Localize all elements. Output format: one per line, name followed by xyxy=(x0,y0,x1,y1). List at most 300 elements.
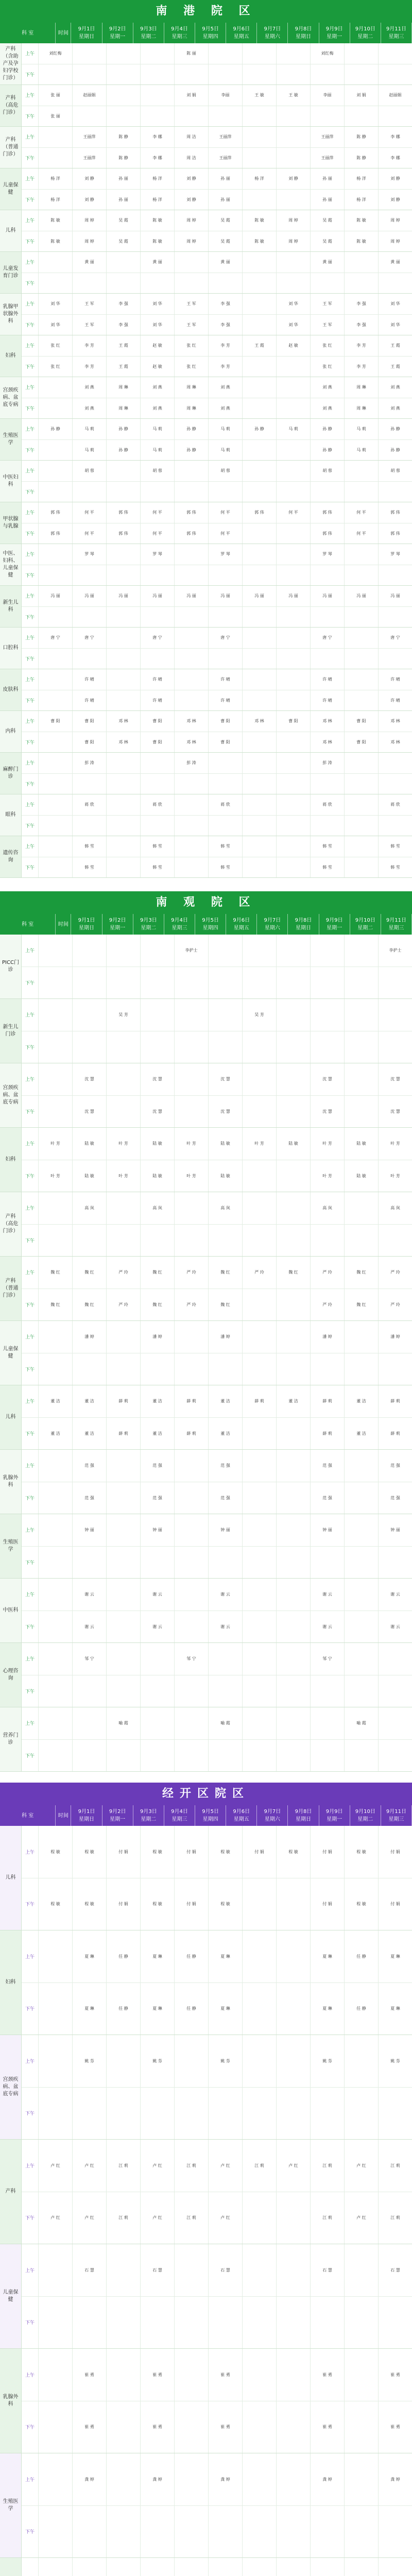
doctor-cell xyxy=(277,2349,311,2401)
doctor-cell xyxy=(345,1063,379,1095)
doctor-cell: 李 娜 xyxy=(390,155,400,160)
slot-label: 上午 xyxy=(22,628,39,648)
slot-label: 上午 xyxy=(22,294,39,314)
doctor-cell: 崔 勇 xyxy=(390,2425,400,2430)
slot-label: 上午 xyxy=(22,753,39,773)
header-day xyxy=(350,23,381,43)
doctor-cell: 邓 林 xyxy=(175,732,209,753)
doctor-cell xyxy=(209,43,243,64)
doctor-cell: 高 岚 xyxy=(141,1192,175,1224)
slot-row-pm xyxy=(22,1482,412,1514)
doctor-cell xyxy=(345,1740,379,1772)
doctor-cell xyxy=(345,1096,379,1128)
doctor-cell xyxy=(243,1418,277,1450)
doctor-cell xyxy=(243,440,277,461)
slot-row-pm xyxy=(22,440,412,461)
slot-row-am xyxy=(22,586,412,607)
slot-label: 上午 xyxy=(22,794,39,815)
doctor-cell xyxy=(277,1547,311,1579)
slot-row-am xyxy=(22,1450,412,1482)
slot-row-am xyxy=(22,753,412,774)
doctor-cell xyxy=(243,523,277,544)
doctor-cell xyxy=(107,482,141,502)
doctor-cell xyxy=(175,967,209,999)
doctor-cell xyxy=(141,999,175,1031)
slot-label: 下午 xyxy=(22,1878,39,1930)
doctor-cell: 李 芳 xyxy=(209,357,243,377)
doctor-cell: 刘 静 xyxy=(390,197,400,202)
header-day xyxy=(319,23,350,43)
doctor-cell xyxy=(141,967,175,999)
doctor-cell: 李 芳 xyxy=(73,335,107,356)
doctor-cell: 孙 丽 xyxy=(311,190,345,210)
doctor-cell: 董 洁 xyxy=(141,1418,175,1450)
doctor-cell xyxy=(107,1096,141,1128)
doctor-cell xyxy=(39,669,73,690)
header-weekday: 星期二 xyxy=(357,925,373,931)
doctor-cell: 马 莉 xyxy=(73,440,107,461)
doctor-cell xyxy=(277,967,311,999)
doctor-cell xyxy=(39,273,73,294)
doctor-cell xyxy=(379,2558,412,2576)
department-rows xyxy=(0,1826,412,2576)
doctor-cell: 沈 慧 xyxy=(209,1096,243,1128)
doctor-cell: 胡 蓉 xyxy=(390,468,400,473)
doctor-cell: 冯 丽 xyxy=(209,586,243,606)
doctor-cell: 钟 丽 xyxy=(390,1528,400,1533)
doctor-cell xyxy=(345,106,379,127)
header-weekday: 星期二 xyxy=(141,1817,157,1822)
doctor-cell: 刘 燕 xyxy=(390,405,400,411)
slot-label: 下午 xyxy=(22,774,39,794)
doctor-cell: 孙 丽 xyxy=(107,190,141,210)
doctor-cell: 喻 霞 xyxy=(107,1707,141,1739)
doctor-cell: 薛 莉 xyxy=(311,1418,345,1450)
doctor-cell xyxy=(277,127,311,147)
doctor-cell xyxy=(311,1740,345,1772)
doctor-cell xyxy=(107,461,141,481)
doctor-cell: 唐 宁 xyxy=(311,628,345,648)
doctor-cell xyxy=(243,106,277,127)
doctor-cell xyxy=(107,836,141,857)
doctor-cell xyxy=(141,85,175,106)
doctor-cell xyxy=(243,1482,277,1514)
slot-label: 上午 xyxy=(22,999,39,1031)
doctor-cell: 刘 华 xyxy=(39,315,73,335)
doctor-cell: 龚 婷 xyxy=(73,2453,107,2505)
doctor-cell: 张 红 xyxy=(311,357,345,377)
slot-label: 上午 xyxy=(22,210,39,231)
doctor-cell xyxy=(311,1547,345,1579)
slot-row-am xyxy=(22,127,412,148)
doctor-cell: 吴 霞 xyxy=(107,210,141,231)
slot-row-am xyxy=(22,419,412,440)
doctor-cell: 赵 敏 xyxy=(277,335,311,356)
table-row xyxy=(0,669,412,711)
doctor-cell: 刘 华 xyxy=(390,301,400,307)
doctor-cell xyxy=(345,273,379,294)
doctor-cell xyxy=(39,565,73,586)
doctor-cell xyxy=(107,1579,141,1611)
doctor-cell: 邹 宁 xyxy=(311,1643,345,1675)
doctor-cell xyxy=(73,1031,107,1063)
doctor-cell: 李 娜 xyxy=(390,134,400,140)
doctor-cell xyxy=(107,628,141,648)
doctor-cell xyxy=(175,1547,209,1579)
doctor-cell xyxy=(277,649,311,669)
doctor-cell xyxy=(73,1353,107,1385)
doctor-cell: 王丽萍 xyxy=(73,148,107,168)
doctor-cell: 魏 红 xyxy=(209,1289,243,1321)
slot-row-am xyxy=(22,711,412,732)
table-row xyxy=(0,2558,412,2576)
doctor-cell xyxy=(209,1225,243,1257)
doctor-cell xyxy=(141,1707,175,1739)
doctor-cell xyxy=(277,106,311,127)
doctor-cell xyxy=(311,935,345,967)
doctor-cell: 高 岚 xyxy=(311,1192,345,1224)
doctor-cell xyxy=(175,2349,209,2401)
doctor-cell xyxy=(345,544,379,565)
doctor-cell: 喻 霞 xyxy=(345,1707,379,1739)
table-row xyxy=(0,85,412,127)
doctor-cell xyxy=(243,607,277,628)
header-weekday: 星期三 xyxy=(388,1817,404,1822)
slot-label: 下午 xyxy=(22,1611,39,1643)
doctor-cell xyxy=(73,64,107,85)
doctor-cell: 谢 云 xyxy=(390,1592,400,1597)
doctor-cell: 周 琳 xyxy=(107,398,141,419)
doctor-cell xyxy=(345,1482,379,1514)
slot-label: 上午 xyxy=(22,1192,39,1224)
doctor-cell xyxy=(73,999,107,1031)
doctor-cell: 陈 敏 xyxy=(39,210,73,231)
doctor-cell xyxy=(243,2558,277,2576)
doctor-cell: 程 敏 xyxy=(39,1878,73,1930)
doctor-cell: 喻 霞 xyxy=(209,1707,243,1739)
doctor-cell: 石 慧 xyxy=(141,2244,175,2296)
doctor-cell: 张 红 xyxy=(311,335,345,356)
doctor-cell: 陆 敏 xyxy=(209,1160,243,1192)
doctor-cell xyxy=(73,774,107,794)
doctor-cell xyxy=(107,1450,141,1482)
slot-row-pm xyxy=(22,1983,412,2035)
doctor-cell: 严 玲 xyxy=(390,1270,400,1275)
doctor-cell xyxy=(277,544,311,565)
doctor-cell: 曹 阳 xyxy=(209,732,243,753)
department-name: 甲状腺与乳腺 xyxy=(0,502,22,544)
doctor-cell: 陈 静 xyxy=(107,127,141,147)
doctor-cell: 韩 雪 xyxy=(73,836,107,857)
doctor-cell xyxy=(345,64,379,85)
header-date: 9月3日 xyxy=(140,918,157,923)
slot-label: 上午 xyxy=(22,1930,39,1982)
doctor-cell: 周 婷 xyxy=(277,231,311,252)
doctor-cell xyxy=(141,753,175,773)
doctor-cell: 刘 燕 xyxy=(209,377,243,398)
doctor-cell xyxy=(345,999,379,1031)
doctor-cell xyxy=(243,1063,277,1095)
doctor-cell: 韩 雪 xyxy=(390,865,400,870)
doctor-cell xyxy=(311,774,345,794)
doctor-cell: 薛 莉 xyxy=(390,1431,400,1436)
doctor-cell xyxy=(345,2244,379,2296)
doctor-cell xyxy=(107,1675,141,1707)
doctor-cell xyxy=(175,544,209,565)
doctor-cell: 夏 琳 xyxy=(73,1983,107,2035)
doctor-cell: 冯 丽 xyxy=(107,586,141,606)
doctor-cell xyxy=(73,2297,107,2349)
doctor-cell xyxy=(73,1547,107,1579)
doctor-cell: 冯 丽 xyxy=(39,586,73,606)
doctor-cell: 罗 琴 xyxy=(390,552,400,557)
doctor-cell: 许 晴 xyxy=(209,669,243,690)
doctor-cell: 刘 燕 xyxy=(311,377,345,398)
slot-label: 下午 xyxy=(22,106,39,127)
header-day xyxy=(226,23,257,43)
doctor-cell: 罗 琴 xyxy=(73,544,107,565)
doctor-cell xyxy=(277,690,311,711)
header-day xyxy=(102,1805,133,1826)
doctor-cell xyxy=(311,1675,345,1707)
doctor-cell: 何 平 xyxy=(209,502,243,523)
doctor-cell: 刘 华 xyxy=(141,315,175,335)
doctor-cell: 龚 婷 xyxy=(209,2453,243,2505)
slot-row-am xyxy=(22,1707,412,1740)
doctor-cell: 马 莉 xyxy=(345,440,379,461)
doctor-cell xyxy=(73,1740,107,1772)
doctor-cell: 江 莉 xyxy=(107,2140,141,2192)
doctor-cell: 许 晴 xyxy=(311,690,345,711)
doctor-cell xyxy=(107,2088,141,2140)
slot-row-am xyxy=(22,544,412,565)
slot-label: 上午 xyxy=(22,586,39,606)
doctor-cell xyxy=(209,64,243,85)
doctor-cell xyxy=(209,2506,243,2558)
doctor-cell xyxy=(345,669,379,690)
doctor-cell xyxy=(243,732,277,753)
doctor-cell xyxy=(107,1643,141,1675)
doctor-cell xyxy=(311,2558,345,2576)
doctor-cell: 马 莉 xyxy=(73,419,107,439)
doctor-cell xyxy=(209,649,243,669)
doctor-cell: 龚 婷 xyxy=(141,2453,175,2505)
header-date: 9月5日 xyxy=(202,1809,219,1815)
slot-label: 上午 xyxy=(22,85,39,106)
doctor-cell: 夏 琳 xyxy=(311,1930,345,1982)
doctor-cell xyxy=(39,857,73,878)
doctor-cell xyxy=(243,461,277,481)
doctor-cell: 许 晴 xyxy=(73,669,107,690)
doctor-cell xyxy=(243,2088,277,2140)
doctor-cell xyxy=(107,565,141,586)
doctor-cell: 王丽萍 xyxy=(209,148,243,168)
doctor-cell xyxy=(243,1707,277,1739)
slot-label: 上午 xyxy=(22,2140,39,2192)
doctor-cell xyxy=(175,2088,209,2140)
doctor-cell: 刘 娟 xyxy=(175,85,209,106)
doctor-cell: 薛 莉 xyxy=(243,1385,277,1417)
doctor-cell: 卢 红 xyxy=(141,2140,175,2192)
doctor-cell: 韩 雪 xyxy=(209,857,243,878)
header-weekday: 星期二 xyxy=(141,34,157,40)
doctor-cell xyxy=(107,2506,141,2558)
doctor-cell: 王 敏 xyxy=(277,85,311,106)
doctor-cell: 沈 慧 xyxy=(390,1077,400,1082)
doctor-cell xyxy=(311,967,345,999)
doctor-cell xyxy=(379,774,412,794)
doctor-cell xyxy=(39,1983,73,2035)
doctor-cell: 赵丽娟 xyxy=(389,93,402,98)
doctor-cell xyxy=(345,1643,379,1675)
doctor-cell: 潘 婷 xyxy=(390,1334,400,1340)
header-date: 9月4日 xyxy=(171,918,188,923)
doctor-cell: 钟 丽 xyxy=(209,1514,243,1546)
doctor-cell xyxy=(277,2297,311,2349)
header-date: 9月1日 xyxy=(78,26,95,32)
doctor-cell xyxy=(277,1579,311,1611)
doctor-cell xyxy=(175,2035,209,2087)
doctor-cell xyxy=(243,1930,277,1982)
slot-label: 上午 xyxy=(22,836,39,857)
doctor-cell: 许 晴 xyxy=(141,690,175,711)
slot-row-am xyxy=(22,1321,412,1353)
doctor-cell xyxy=(277,1192,311,1224)
table-row xyxy=(0,1192,412,1257)
slot-label: 上午 xyxy=(22,461,39,481)
doctor-cell xyxy=(209,1740,243,1772)
header-day xyxy=(71,1805,102,1826)
table-header xyxy=(0,23,412,43)
doctor-cell xyxy=(379,1353,412,1385)
doctor-cell xyxy=(243,2035,277,2087)
doctor-cell xyxy=(141,1675,175,1707)
department-name: 产科（普通门诊） xyxy=(0,127,22,168)
doctor-cell xyxy=(243,1514,277,1546)
doctor-cell: 高 岚 xyxy=(390,1206,400,1211)
doctor-cell xyxy=(243,398,277,419)
header-day xyxy=(102,23,133,43)
doctor-cell: 周 琳 xyxy=(175,377,209,398)
doctor-cell xyxy=(345,794,379,815)
slot-label: 上午 xyxy=(22,1707,39,1739)
header-date: 9月1日 xyxy=(78,1809,95,1815)
doctor-cell xyxy=(277,565,311,586)
department-name: 乳腺外科 xyxy=(0,1450,22,1514)
doctor-cell: 张 丽 xyxy=(39,85,73,106)
doctor-cell xyxy=(175,1707,209,1739)
doctor-cell xyxy=(175,2297,209,2349)
doctor-cell: 郭 伟 xyxy=(175,523,209,544)
doctor-cell xyxy=(39,794,73,815)
doctor-cell: 马 莉 xyxy=(209,440,243,461)
doctor-cell: 唐 宁 xyxy=(73,628,107,648)
doctor-cell xyxy=(243,1160,277,1192)
department-name: 产科（高危门诊） xyxy=(0,1192,22,1256)
doctor-cell xyxy=(73,565,107,586)
doctor-cell: 高 岚 xyxy=(73,1192,107,1224)
doctor-cell: 许 晴 xyxy=(141,669,175,690)
doctor-cell: 周 琳 xyxy=(107,377,141,398)
doctor-cell xyxy=(277,2401,311,2453)
doctor-cell xyxy=(107,2297,141,2349)
doctor-cell: 曹 阳 xyxy=(141,732,175,753)
doctor-cell xyxy=(175,628,209,648)
doctor-cell xyxy=(277,1063,311,1095)
doctor-cell: 蒋 欣 xyxy=(209,794,243,815)
slot-row-am xyxy=(22,2244,412,2297)
slot-label: 下午 xyxy=(22,523,39,544)
doctor-cell xyxy=(107,1514,141,1546)
doctor-cell xyxy=(141,1353,175,1385)
doctor-cell: 潘 婷 xyxy=(73,1321,107,1353)
doctor-cell xyxy=(141,1225,175,1257)
department-rows xyxy=(0,935,412,1772)
header-weekday: 星期日 xyxy=(79,925,95,931)
doctor-cell: 付 娟 xyxy=(243,1826,277,1878)
doctor-cell xyxy=(175,482,209,502)
doctor-cell: 夏 琳 xyxy=(73,1930,107,1982)
doctor-cell: 薛 莉 xyxy=(107,1385,141,1417)
slot-row-am xyxy=(22,1579,412,1611)
header-date: 9月10日 xyxy=(355,26,375,32)
doctor-cell xyxy=(73,607,107,628)
doctor-cell xyxy=(175,273,209,294)
doctor-cell xyxy=(107,857,141,878)
doctor-cell xyxy=(243,2506,277,2558)
doctor-cell xyxy=(379,1740,412,1772)
department-name: 儿科 xyxy=(0,210,22,251)
slot-row-pm xyxy=(22,1740,412,1772)
department-name: 妇科 xyxy=(0,1930,22,2035)
doctor-cell xyxy=(39,2453,73,2505)
doctor-cell xyxy=(243,1675,277,1707)
doctor-cell: 吴 芳 xyxy=(107,999,141,1031)
slot-row-pm xyxy=(22,1675,412,1707)
doctor-cell: 唐 宁 xyxy=(209,628,243,648)
doctor-cell: 胡 蓉 xyxy=(209,461,243,481)
doctor-cell xyxy=(311,1225,345,1257)
doctor-cell xyxy=(107,690,141,711)
doctor-cell xyxy=(277,2244,311,2296)
doctor-cell: 韩 雪 xyxy=(311,857,345,878)
doctor-cell xyxy=(175,565,209,586)
doctor-cell xyxy=(243,357,277,377)
header-date: 9月4日 xyxy=(171,26,188,32)
doctor-cell xyxy=(175,1740,209,1772)
doctor-cell: 曹 阳 xyxy=(39,711,73,732)
slot-label: 下午 xyxy=(22,482,39,502)
header-day xyxy=(257,914,288,935)
doctor-cell xyxy=(107,252,141,273)
slot-row-pm xyxy=(22,1418,412,1450)
department-name: 新生儿门诊 xyxy=(0,999,22,1063)
slot-row-am xyxy=(22,1192,412,1225)
slot-label: 下午 xyxy=(22,357,39,377)
header-date: 9月3日 xyxy=(140,1809,157,1815)
doctor-cell xyxy=(39,1353,73,1385)
doctor-cell xyxy=(39,64,73,85)
doctor-cell xyxy=(209,967,243,999)
doctor-cell: 周 婷 xyxy=(175,210,209,231)
header-date: 9月8日 xyxy=(295,918,312,923)
doctor-cell: 杨 洋 xyxy=(39,168,73,189)
doctor-cell: 何 平 xyxy=(345,523,379,544)
doctor-cell: 范 强 xyxy=(209,1450,243,1482)
doctor-cell xyxy=(39,1707,73,1739)
doctor-cell xyxy=(311,1707,345,1739)
doctor-cell: 董 洁 xyxy=(39,1418,73,1450)
